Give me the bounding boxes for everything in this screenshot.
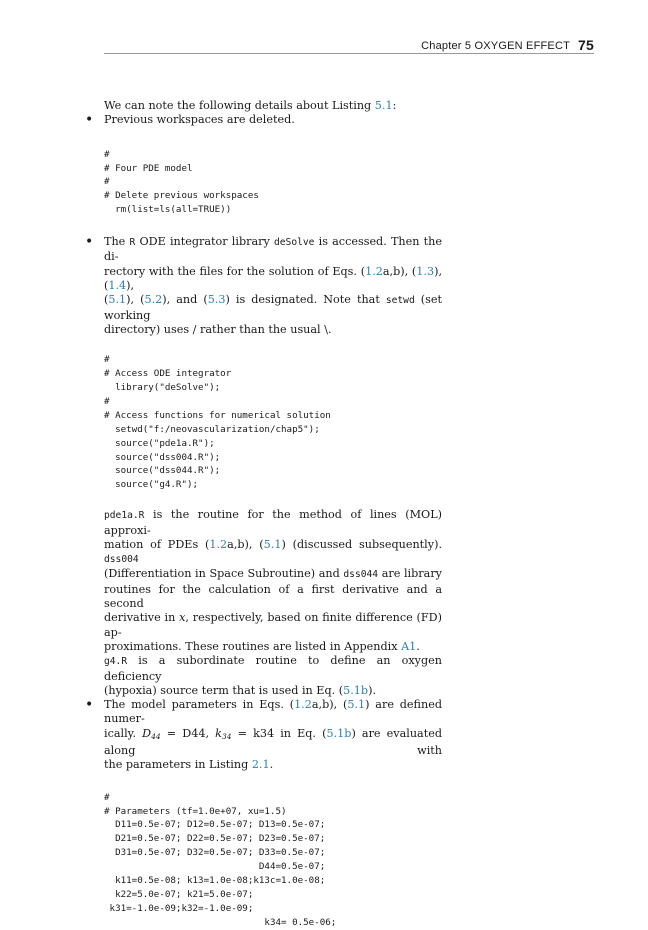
eq-link[interactable]: 1.2 [209,537,228,551]
eq-link[interactable]: 5.3 [207,293,226,307]
chapter-title: Chapter 5 OXYGEN EFFECT [421,40,571,52]
eq-link[interactable]: 5.1 [263,537,282,551]
running-head [421,36,594,52]
code-block-access: # # Access ODE integrator library("deSolve"); # # Access functions for numerical solution setwd("f:/neovascularization/chap5"); source("pde1a.R"); source("dss004.R"); source("dss044.R"); source("g4.R"); [104,354,331,491]
appendix-link[interactable]: A1 [401,639,417,653]
header-rule [104,53,594,54]
listing-link[interactable]: 2.1 [251,758,270,772]
page-number: 75 [578,37,594,53]
eq-link[interactable]: 1.3 [416,264,435,278]
eq-link[interactable]: 1.4 [108,279,127,293]
intro-paragraph: We can note the following details about Listing 5.1: [104,99,397,112]
routines-paragraph: pde1a.R is the routine for the method of lines (MOL) approxi- mation of PDEs (1.2a,b), (5.1) (discussed subsequently). dss004 (Differentiation in Space Subroutine) and dss044 are library routines for the calculation of a first derivative and a second derivative in x, respectively, based on finite difference (FD) ap- proximations. These routines are listed in Appendix A1. g4.R is a subordinate routine to define an oxygen deficiency (hypoxia) source term that is used in Eq. (5.1b). [104,508,443,697]
eq-link[interactable]: 5.1 [108,293,127,307]
eq-link[interactable]: 5.2 [144,293,163,307]
page-body [104,99,442,930]
eq-link[interactable]: 5.1b [343,683,369,697]
bullet-desolve: • The R ODE integrator library deSolve is accessed. Then the di- rectory with the files for the solution of Eqs. (1.2a,b), (1.3), (1.4), (5.1), (5.2), and (5.3) is designated. Note that setwd (set working directory) uses / rather than the usual \. [104,235,442,337]
desolve-code: deSolve [274,237,315,249]
bullet-parameters: • The model parameters in Eqs. (1.2a,b), (5.1) are defined numer- ically. $D_{44} = D44$, $k_{34} = k34$ in Eq. (5.1b) are evaluated along with the parameters in Listing 2.1. [104,698,442,772]
eq-link[interactable]: 1.2 [294,698,312,712]
code-block-delete: # # Four PDE model # # Delete previous workspaces rm(list=ls(all=TRUE)) [104,148,259,216]
bullet-workspaces: • Previous workspaces are deleted. [104,113,442,127]
listing-link[interactable]: 5.1 [374,99,393,112]
eq-link[interactable]: 5.1 [347,698,366,712]
eq-link[interactable]: 1.2 [365,264,383,278]
eq-link[interactable]: 5.1b [326,726,352,740]
code-block-parameters: # # Parameters (tf=1.0e+07, xu=1.5) D11=0.5e-07; D12=0.5e-07; D13=0.5e-07; D21=0.5e-07; D22=0.5e-07; D23=0.5e-07; D31=0.5e-07; D32=0.5e-07; D33=0.5e-07; D44=0.5e-07; k11=0.5e-08; k13=1.0e-08;k13c=1.0e-08; k22=5.0e-07; k21=5.0e-07; k31=-1.0e-09;k32=-1.0e-09; k34= 0.5e-06; [104,791,337,928]
